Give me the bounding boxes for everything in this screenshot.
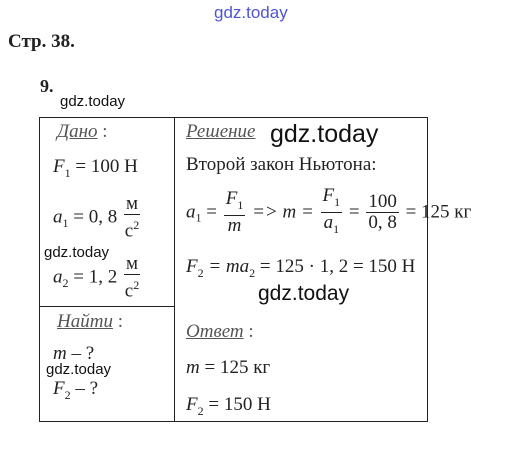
problem-number: 9. bbox=[40, 76, 54, 96]
given-f1: $F_1 = 100$ Н bbox=[53, 156, 138, 180]
find-m: m – ? bbox=[53, 343, 95, 364]
answer-force: $F_2 = 150$ Н bbox=[186, 394, 271, 418]
given-a1-unit: $\frac{м}{с^2}$ bbox=[124, 193, 140, 242]
watermark-given: gdz.today bbox=[44, 244, 110, 261]
answer-mass: m = 125 кг bbox=[186, 357, 271, 378]
find-heading: Найти : bbox=[57, 311, 123, 332]
given-a2-unit: $\frac{м}{с^2}$ bbox=[124, 253, 140, 302]
answer-heading: Ответ : bbox=[186, 321, 254, 342]
find-f2: $F_2$ – ? bbox=[53, 378, 99, 402]
given-heading: Дано : bbox=[57, 121, 108, 142]
page-title: Стр. 38. bbox=[8, 31, 75, 52]
equation-mass: $a_1$ = $\frac{F_1}{m}$ => m = $\frac{F_1}{a_1}$ = $\frac{100}{0, 8}$ = 125 кг bbox=[186, 185, 472, 236]
watermark-solution: gdz.today bbox=[270, 120, 379, 148]
watermark-find: gdz.today bbox=[46, 361, 112, 378]
equation-force: $F_2 = ma_2 = 125 \cdot 1$, 2 = 150 Н bbox=[186, 256, 416, 280]
watermark-middle: gdz.today bbox=[258, 282, 350, 305]
newton-law-label: Второй закон Ньютона: bbox=[186, 154, 377, 175]
given-a1: $a_1 = 0$, 8 $\frac{м}{с^2}$ bbox=[53, 193, 140, 242]
watermark-problem: gdz.today bbox=[60, 93, 126, 110]
table-vertical-divider bbox=[174, 117, 175, 422]
given-a2: $a_2 = 1$, 2 $\frac{м}{с^2}$ bbox=[53, 253, 140, 302]
table-horizontal-divider bbox=[39, 306, 174, 307]
solution-heading: Решение bbox=[186, 121, 256, 142]
watermark-top: gdz.today bbox=[214, 3, 288, 22]
